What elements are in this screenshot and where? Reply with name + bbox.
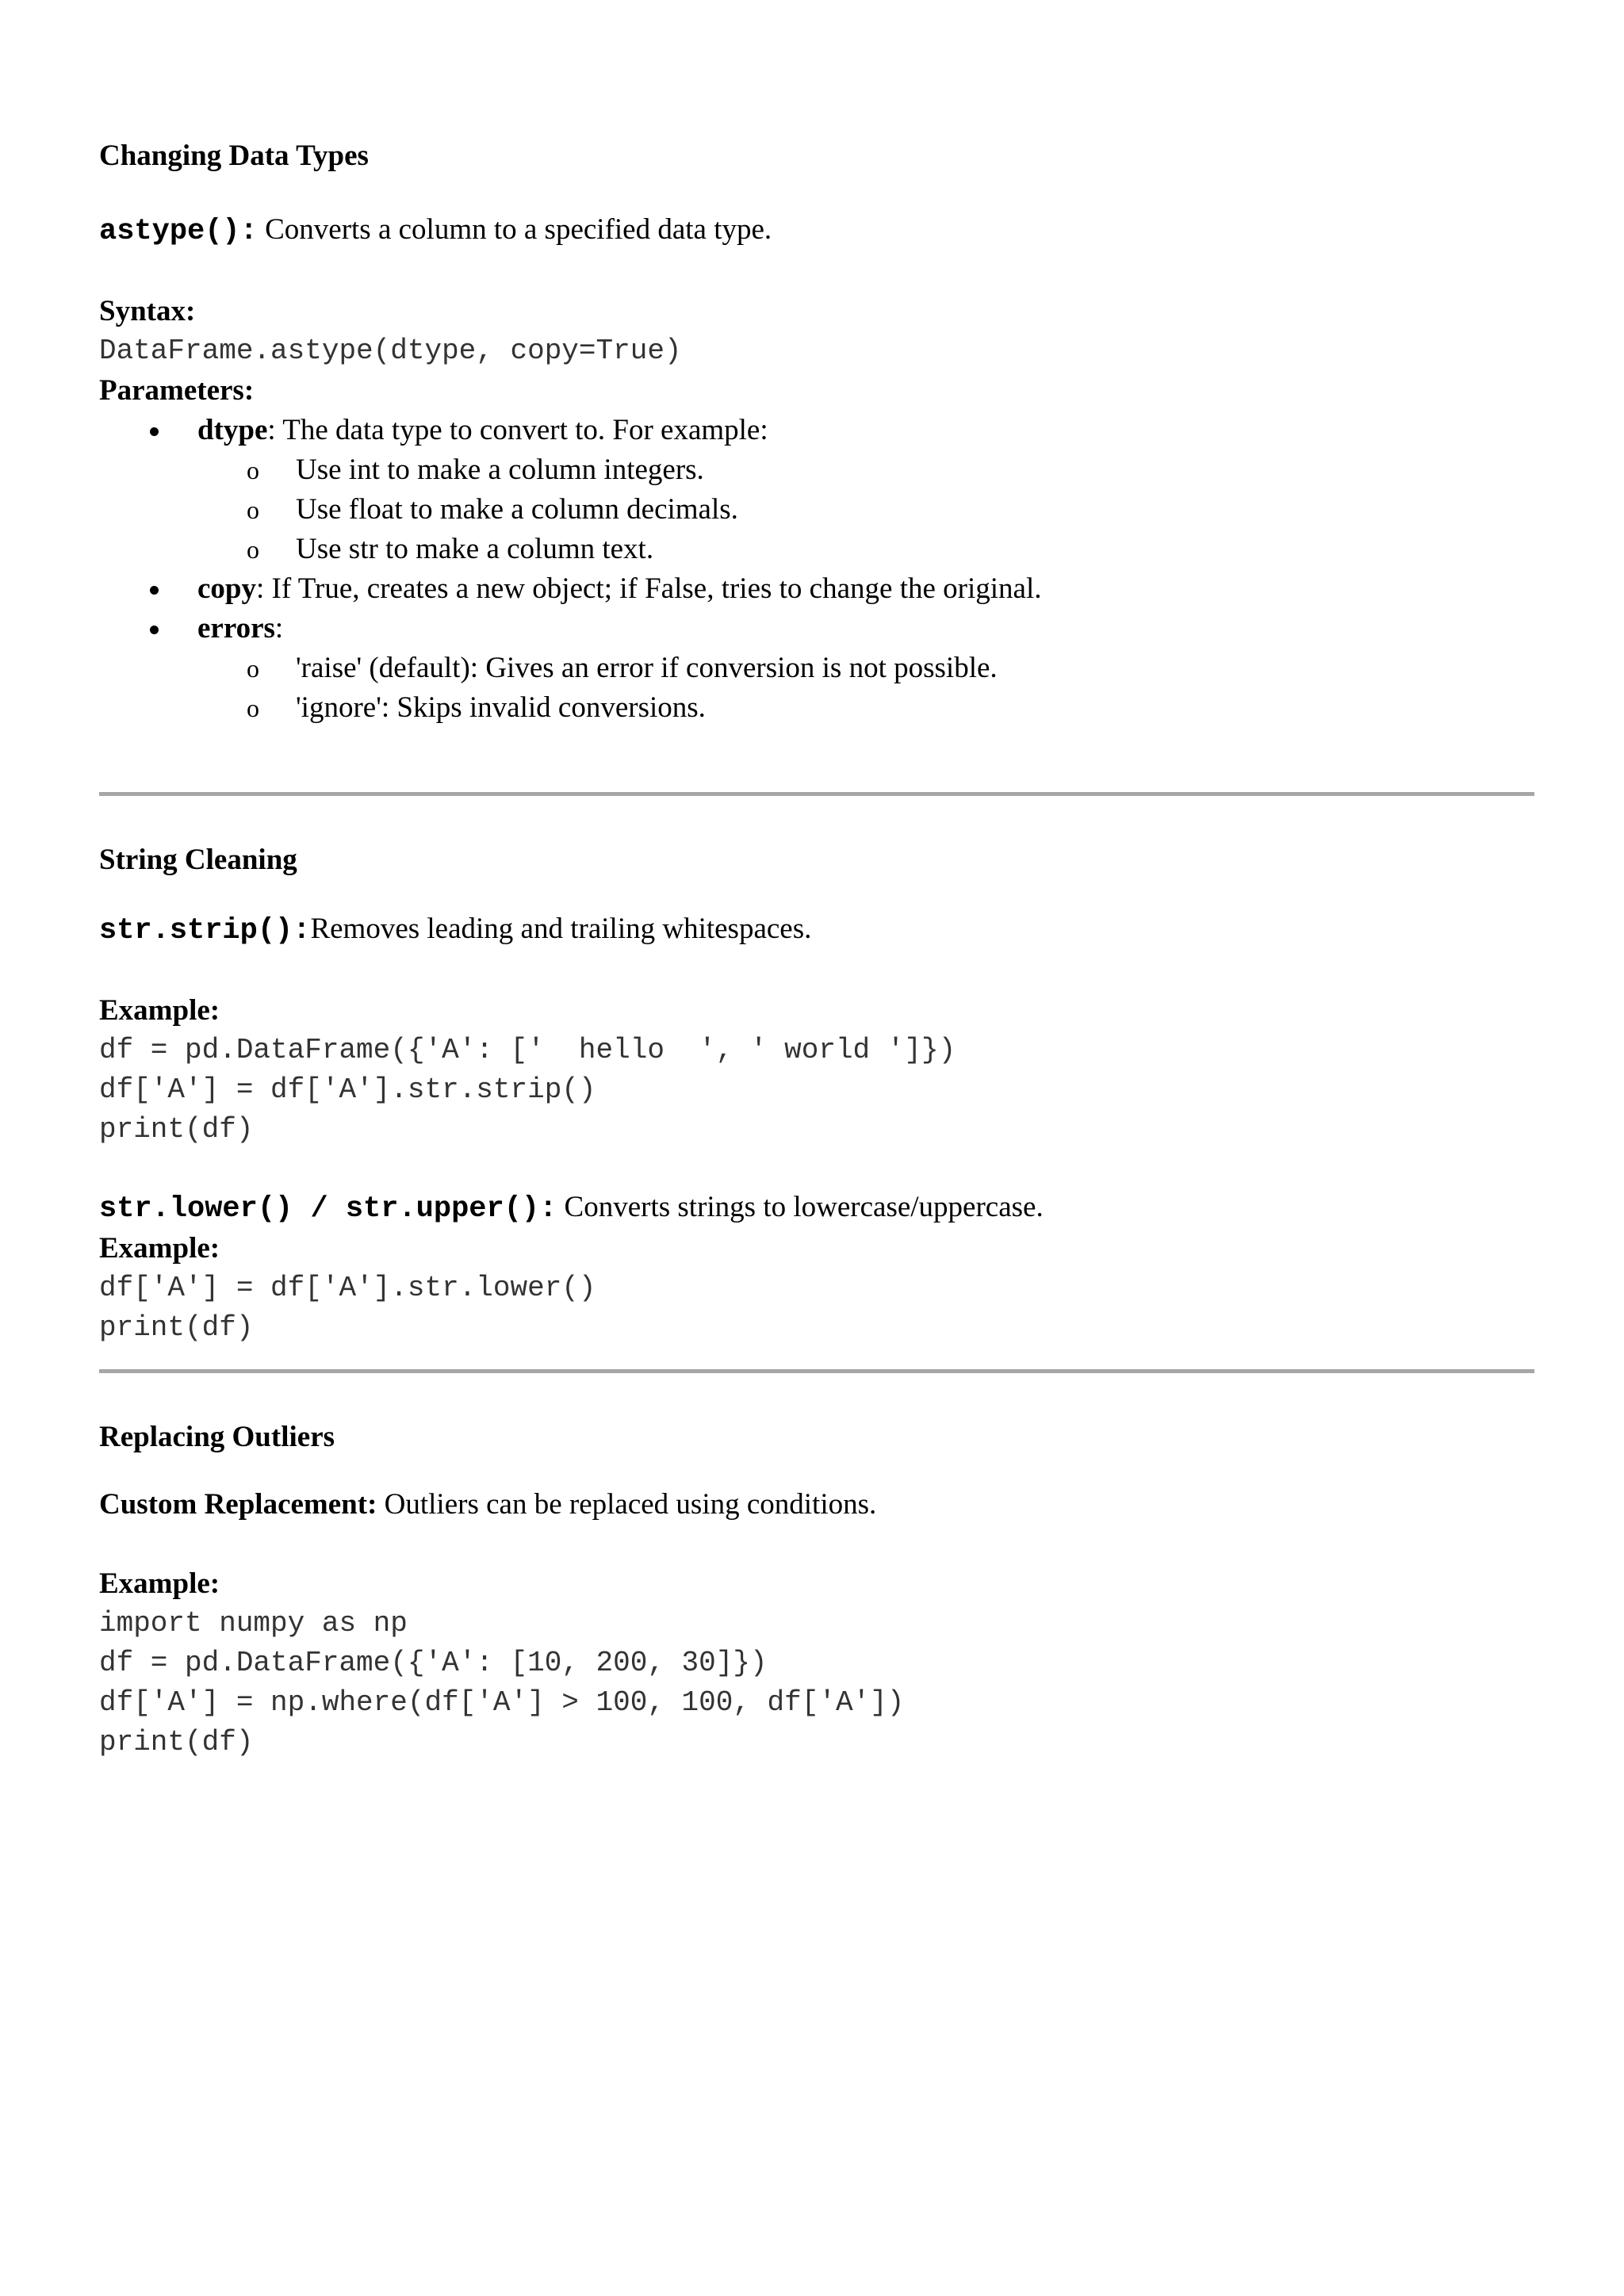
custom-replacement-text: Outliers can be replaced using conditions. [377, 1488, 877, 1521]
document-page [99, 0, 1534, 2296]
code-block [99, 1269, 1044, 1348]
strip-example [99, 991, 956, 1150]
astype-description [99, 210, 772, 251]
sub-item [99, 490, 1041, 530]
strip-description [99, 909, 811, 951]
code-line: df['A'] = df['A'].str.lower() [99, 1272, 596, 1304]
param-description: : If True, creates a new object; if False, tries to change the original. [256, 572, 1042, 605]
custom-replacement-label: Custom Replacement: [99, 1488, 377, 1521]
syntax-block [99, 292, 1041, 728]
param-item-errors [99, 609, 1041, 649]
circle-bullet-icon: o [247, 456, 259, 484]
sub-item [99, 530, 1041, 569]
syntax-code: DataFrame.astype(dtype, copy=True) [99, 335, 682, 367]
code-line: df['A'] = df['A'].str.strip() [99, 1073, 596, 1106]
parameters-label: Parameters: [99, 374, 255, 407]
syntax-label: Syntax: [99, 295, 196, 327]
example-label: Example: [99, 994, 220, 1027]
section-heading: Changing Data Types [99, 140, 369, 172]
sub-item-text: 'raise' (default): Gives an error if conversion is not possible. [296, 652, 998, 684]
param-name: copy [197, 572, 256, 605]
code-block [99, 1031, 956, 1150]
outlier-example [99, 1564, 904, 1762]
bullet-icon [150, 586, 159, 595]
method-description: Converts strings to lowercase/uppercase. [557, 1191, 1044, 1223]
custom-replacement-description [99, 1485, 876, 1525]
code-line: df = pd.DataFrame({'A': [' hello ', ' world ']}) [99, 1034, 956, 1066]
method-description: Removes leading and trailing whitespaces. [310, 913, 812, 945]
sub-item-text: Use float to make a column decimals. [296, 493, 738, 526]
lower-upper-description [99, 1188, 1044, 1348]
sub-item-text: Use int to make a column integers. [296, 453, 704, 486]
section-replacing-outliers [99, 1418, 335, 1457]
method-name: astype(): [99, 215, 258, 248]
param-name: dtype [197, 414, 268, 446]
param-item-copy [99, 569, 1041, 609]
method-description: Converts a column to a specified data type. [257, 213, 772, 246]
bullet-icon [150, 427, 159, 436]
method-name: str.lower() / str.upper(): [99, 1192, 557, 1226]
sub-item [99, 649, 1041, 688]
section-divider [99, 1369, 1534, 1373]
code-line: print(df) [99, 1113, 254, 1146]
bullet-icon [150, 626, 159, 634]
parameters-list [99, 411, 1041, 728]
circle-bullet-icon: o [247, 496, 259, 524]
section-changing-data-types [99, 136, 369, 176]
param-item-dtype [99, 411, 1041, 450]
code-line: print(df) [99, 1726, 254, 1758]
code-line: df['A'] = np.where(df['A'] > 100, 100, df['A']) [99, 1686, 905, 1719]
sub-item [99, 450, 1041, 490]
section-heading: String Cleaning [99, 844, 297, 876]
sub-item [99, 688, 1041, 728]
param-description: : The data type to convert to. For example: [267, 414, 768, 446]
circle-bullet-icon: o [247, 654, 259, 683]
param-description: : [274, 612, 284, 645]
code-line: print(df) [99, 1311, 254, 1344]
sub-item-text: 'ignore': Skips invalid conversions. [296, 691, 706, 724]
sub-item-text: Use str to make a column text. [296, 533, 654, 565]
method-name: str.strip(): [99, 914, 311, 947]
param-name: errors [197, 612, 275, 645]
section-divider [99, 792, 1534, 796]
circle-bullet-icon: o [247, 694, 259, 722]
example-label: Example: [99, 1567, 220, 1600]
code-line: import numpy as np [99, 1607, 408, 1640]
example-label: Example: [99, 1232, 220, 1265]
section-heading: Replacing Outliers [99, 1421, 335, 1453]
code-line: df = pd.DataFrame({'A': [10, 200, 30]}) [99, 1647, 768, 1679]
code-block [99, 1604, 904, 1762]
circle-bullet-icon: o [247, 535, 259, 564]
section-string-cleaning [99, 840, 297, 880]
